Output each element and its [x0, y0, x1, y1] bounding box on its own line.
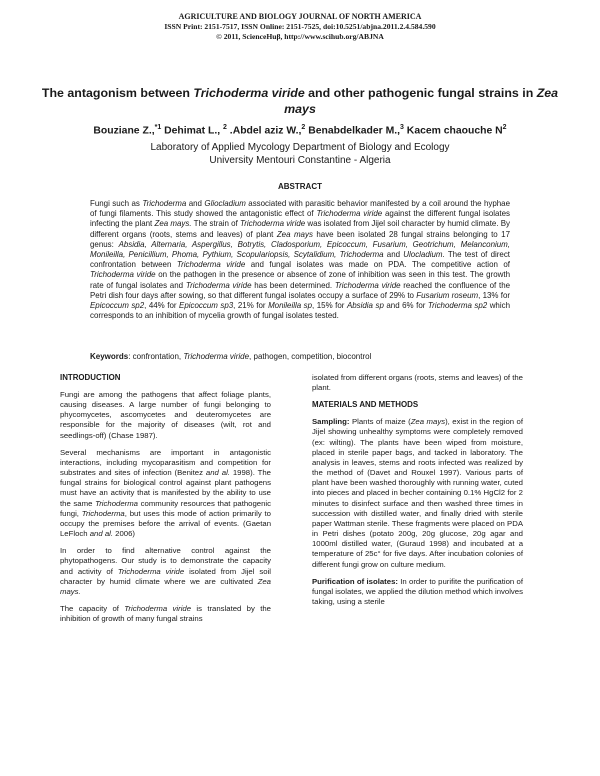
p-text: Several mechanisms are important in antagonistic interactions, including mycoparasitism and competition for substrates and sites of infection (Benitez — [60, 447, 271, 478]
author-2-mark: 2 — [223, 124, 227, 131]
p-text: , but uses this mode of action primarily to occupy the premises before the arrival of events. (Gaetan LeFloch — [60, 508, 271, 539]
author-3-mark: 2 — [301, 124, 306, 131]
p-text: In order to find alternative control against the phytopathogens. Our study is to demonstrate the capacity and activity of — [60, 546, 271, 576]
title-species-1: Trichoderma viride — [193, 86, 305, 100]
author-5: Kacem chaouche N — [403, 125, 503, 137]
abs-text: , 44% for — [144, 301, 180, 311]
continued-paragraph: isolated from different organs (roots, stems and leaves) of the plant. — [312, 373, 523, 393]
intro-paragraph-1: Fungi are among the pathogens that affect foliage plants, causing diseases. A large number of fungi belonging to phycomycetes, ascomycetes and deuteromycetes are responsible for the majority of diseases (wilt, rot and seedlings-off) (Chase 1987). — [60, 390, 271, 440]
abs-text: Fungi such as — [90, 199, 143, 208]
intro-paragraph-3 — [60, 546, 271, 597]
title-part-1: The antagonism between — [41, 86, 194, 100]
abs-text: and — [383, 250, 404, 260]
title-part-2: and other pathogenic fungal strains in — [304, 86, 537, 100]
abs-species: Trichoderma viride — [334, 280, 401, 290]
p-text: The capacity of — [60, 603, 125, 613]
author-2: Dehimat L., — [161, 125, 224, 137]
abs-text: and 6% for — [383, 301, 428, 311]
author-list — [30, 121, 570, 138]
abs-species: Epicoccum sp3 — [179, 301, 234, 311]
sampling-paragraph — [312, 417, 523, 569]
purification-paragraph — [312, 577, 523, 607]
abs-text: , 21% for — [233, 301, 269, 311]
keywords-text: , pathogen, competition, biocontrol — [249, 352, 372, 361]
sampling-label: Sampling: — [312, 417, 350, 427]
abs-genus-list: Absidia, Alternaria, Aspergillus, Botrytis, Cladosporium, Epicoccum, Fusarium, Geotrichum, Melanconium, Monileilla, Penicillium, Phoma, Pythium, Scopulariopsis, Scytalidium, Trichoderma — [90, 239, 510, 260]
p-italic: Trichoderma — [81, 508, 125, 518]
abs-species: Zea mays. — [154, 219, 192, 229]
abstract-body — [90, 199, 510, 321]
abs-species: Gliocladium — [204, 199, 246, 208]
abs-species: Trichoderma — [142, 199, 187, 208]
abs-text: which corresponds to an inhibition of mycelia growth of fungal isolates tested. — [90, 301, 510, 321]
methods-heading: MATERIALS AND METHODS — [312, 400, 419, 410]
abs-text: and fungal isolates was made on PDA. The competitive action of — [245, 260, 510, 270]
abs-text: has been determined. — [251, 280, 335, 290]
abs-species: Trichoderma viride — [316, 209, 383, 219]
abs-text: reached the confluence of the Petri dish four days after sowing, so that different fungal isolates occupy a surface of 29% to — [90, 280, 511, 300]
author-5-mark: 2 — [502, 124, 507, 131]
author-4-mark: 3 — [400, 124, 404, 131]
p-italic: Trichoderma viride — [124, 603, 192, 613]
abs-text: , 15% for — [312, 301, 347, 311]
p-text: isolated from Jijel soil character by humid climate where we are cultivated — [60, 566, 271, 586]
abs-text: The strain of — [191, 219, 241, 229]
keywords-species: Trichoderma viride — [183, 352, 250, 361]
p-italic: Zea mays — [410, 417, 446, 427]
abs-species: Trichoderma viride — [90, 270, 156, 280]
abs-text: have been isolated 28 fungal strains belonging to 17 genus: — [90, 229, 510, 249]
affiliation-line-1: Laboratory of Applied Mycology Department of Biology and Ecology — [150, 142, 450, 153]
abs-species: Trichoderma viride — [185, 280, 252, 290]
p-italic: Trichoderma viride — [117, 566, 185, 576]
abstract-heading: ABSTRACT — [278, 182, 322, 191]
title-species-2: Zea mays — [284, 86, 559, 116]
intro-paragraph-4 — [60, 604, 271, 624]
abs-text: on the pathogen in the presence or absence of zone of inhibition was seen in this test. The growth rate of fungal isolates and — [90, 270, 510, 290]
affiliation-line-2: University Mentouri Constantine - Algeria — [209, 155, 391, 166]
p-text: 1998). The fungal strains for biological control against plant pathogens must have an activity that is manifested by the ability to use the same — [60, 468, 271, 508]
p-text: 2006) — [113, 529, 135, 539]
abs-text: associated with parasitic behavior manifested by a coil around the hyphae of fungi filaments. This study showed the antagonistic effect of — [90, 199, 511, 219]
p-italic: and al. — [89, 529, 114, 539]
p-text: is translated by the inhibition of growth of many fungal strains — [60, 603, 271, 624]
author-3: .Abdel aziz W., — [226, 125, 302, 137]
author-1-mark: *1 — [154, 124, 162, 131]
introduction-heading: INTRODUCTION — [60, 373, 121, 382]
abs-species: Ulocladium — [403, 250, 443, 260]
abs-species: Trichoderma viride — [240, 219, 306, 229]
keywords-text: : confrontation, — [128, 352, 184, 361]
abs-text: . The test of direct confrontation between — [90, 250, 510, 270]
issn-line: ISSN Print: 2151-7517, ISSN Online: 2151-7525, doi:10.5251/abjna.2011.2.4.584.590 — [164, 22, 436, 31]
purification-label: Purification of isolates: — [312, 576, 398, 586]
p-text: ), exist in the region of Jijel showing unhealthy symptoms were completely removed (ex: wilting). The plants have been wiped from moisture, placed in sterile paper bags, and tacked in laboratory. The analysis in leaves, stems and roots infected was realized by the method of (Davet and Rouxel 1997). Various parts of plant have been washed thoroughly with running water, cuted into pieces and placed in becher containing 0.1% HgCl2 for 2 minutes to disinfect surface and then washed three times in succession with distilled water, and finally dried with sterile paper Wattman sterile. These fragments were placed on PDA in Petri dishes (potato 200g, 20g glucose, 20g agar and 1000ml distilled water, (Guraud 1998) and incubated at a temperature of 25c° for five days. After incubation colonies of different fungi grow on culture medium. — [312, 417, 524, 569]
p-text: In order to purifite the purification of fungal isolates, we applied the dilution method which involves taking, using a sterile — [312, 576, 523, 606]
abs-species: Absidia sp — [346, 301, 384, 311]
article-title — [40, 85, 560, 117]
p-italic: Zea mays. — [60, 576, 271, 596]
p-italic: Trichoderma — [95, 498, 138, 508]
keywords-line — [90, 352, 520, 362]
journal-name: AGRICULTURE AND BIOLOGY JOURNAL OF NORTH AMERICA — [178, 12, 422, 21]
abs-text: and — [186, 199, 205, 208]
author-4: Benabdelkader M., — [305, 125, 401, 137]
copyright-line: © 2011, ScienceHuβ, http://www.scihub.org/ABJNA — [216, 32, 384, 41]
abs-species: Trichoderma sp2 — [427, 301, 488, 311]
p-text: community resources that pathogenic fungi, — [60, 498, 271, 518]
keywords-label: Keywords — [90, 352, 129, 361]
abs-species: Trichoderma viride — [176, 260, 246, 270]
p-text: Plants of maize ( — [349, 417, 411, 427]
abs-text: , 13% for — [478, 290, 511, 300]
abs-species: Monileilla sp — [268, 301, 313, 311]
right-column — [312, 373, 523, 614]
abs-species: Fusarium roseum — [416, 290, 479, 300]
abs-species: Epicoccum sp2 — [90, 301, 145, 311]
intro-paragraph-2 — [60, 448, 271, 539]
affiliation — [40, 141, 560, 167]
p-italic: and al. — [205, 468, 230, 478]
abs-species: Zea mays — [276, 229, 313, 239]
author-1: Bouziane Z., — [93, 125, 155, 137]
left-column — [60, 373, 271, 631]
abs-text: was isolated from Jijel soil character by humid climate. By different organs (roots, stems and leaves) of plant — [90, 219, 511, 239]
abs-text: against the different fungal isolates infecting the plant — [90, 209, 510, 229]
